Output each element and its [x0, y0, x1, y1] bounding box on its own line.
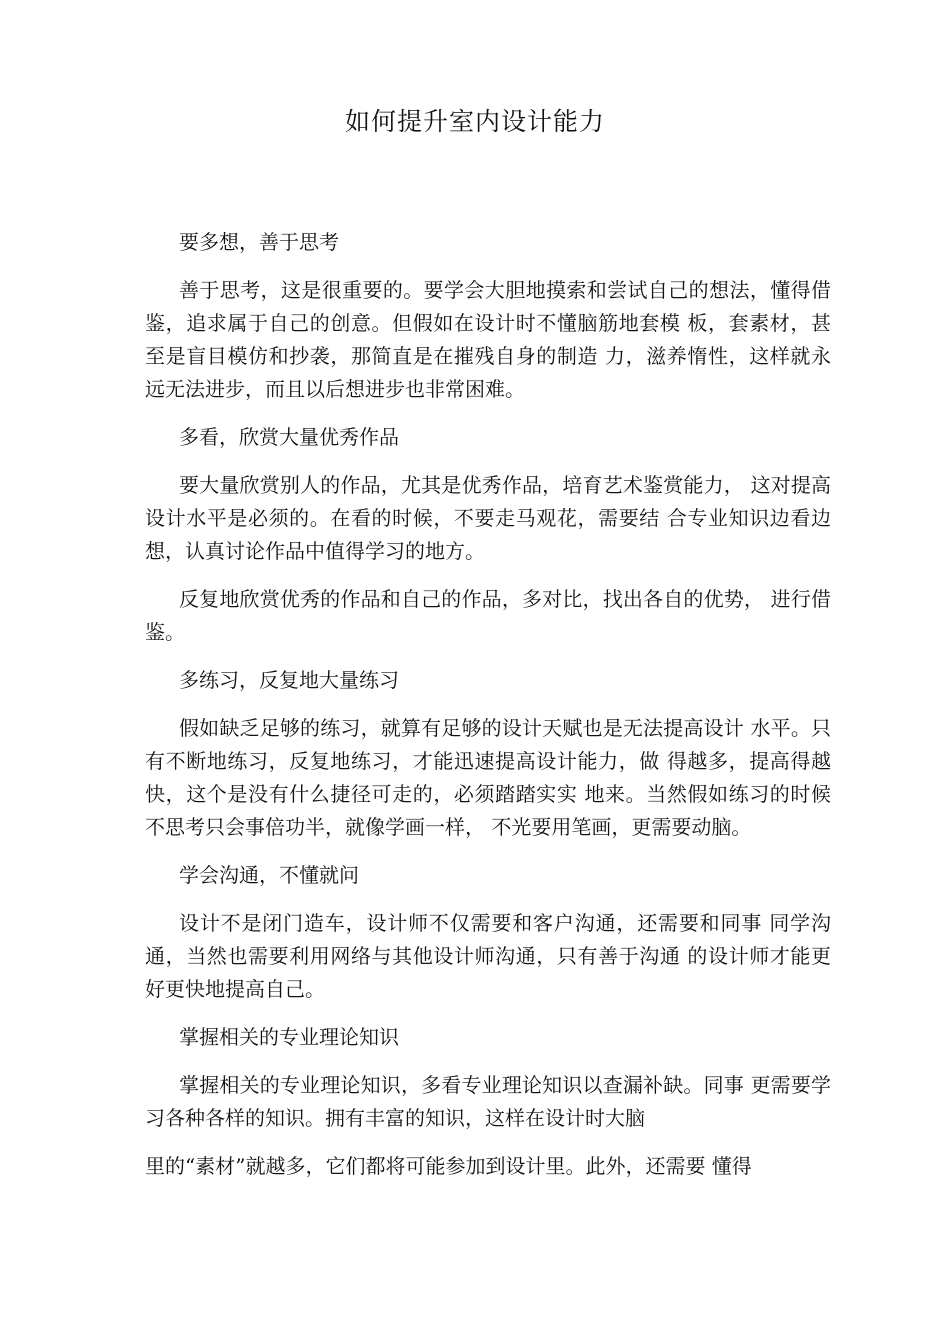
- section-heading: 学会沟通，不懂就问: [179, 863, 359, 887]
- section-heading: 多练习，反复地大量练习: [179, 668, 399, 692]
- page-title: 如何提升室内设计能力: [344, 107, 605, 136]
- section-heading: 要多想，善于思考: [179, 230, 339, 254]
- paragraph: 设计不是闭门造车，设计师不仅需要和客户沟通，还需要和同事 同学沟通，当然也需要利用网络与其他设计师沟通，只有善于沟通 的设计师才能更好更快地提高自己。: [145, 911, 831, 1001]
- document-body: [145, 226, 831, 1183]
- paragraph: 假如缺乏足够的练习，就算有足够的设计天赋也是无法提高设计 水平。只有不断地练习，反复地练习，才能迅速提高设计能力，做 得越多，提高得越快，这个是没有什么捷径可走的，必须踏踏实实 地来。当然假如练习的时候不思考只会事倍功半，就像学画一样， 不光要用笔画，更需要动脑。: [145, 716, 831, 839]
- paragraph: 反复地欣赏优秀的作品和自己的作品，多对比，找出各自的优势， 进行借鉴。: [145, 587, 831, 644]
- paragraph: 要大量欣赏别人的作品，尤其是优秀作品，培育艺术鉴赏能力， 这对提高设计水平是必须的。在看的时候，不要走马观花，需要结 合专业知识边看边想，认真讨论作品中值得学习的地方。: [145, 473, 831, 563]
- paragraph-continuation: 里的“素材”就越多，它们都将可能参加到设计里。此外，还需要 懂得: [145, 1154, 752, 1178]
- section-heading: 多看，欣赏大量优秀作品: [179, 425, 399, 449]
- paragraph: 善于思考，这是很重要的。要学会大胆地摸索和尝试自己的想法，懂得借鉴，追求属于自己的创意。但假如在设计时不懂脑筋地套模 板，套素材，甚至是盲目模仿和抄袭，那简直是在摧残自身的制造 力，滋养惰性，这样就永远无法进步，而且以后想进步也非常困难。: [145, 278, 831, 401]
- paragraph: 掌握相关的专业理论知识，多看专业理论知识以查漏补缺。同事 更需要学习各种各样的知识。拥有丰富的知识，这样在设计时大脑: [145, 1073, 831, 1130]
- section-heading: 掌握相关的专业理论知识: [179, 1025, 399, 1049]
